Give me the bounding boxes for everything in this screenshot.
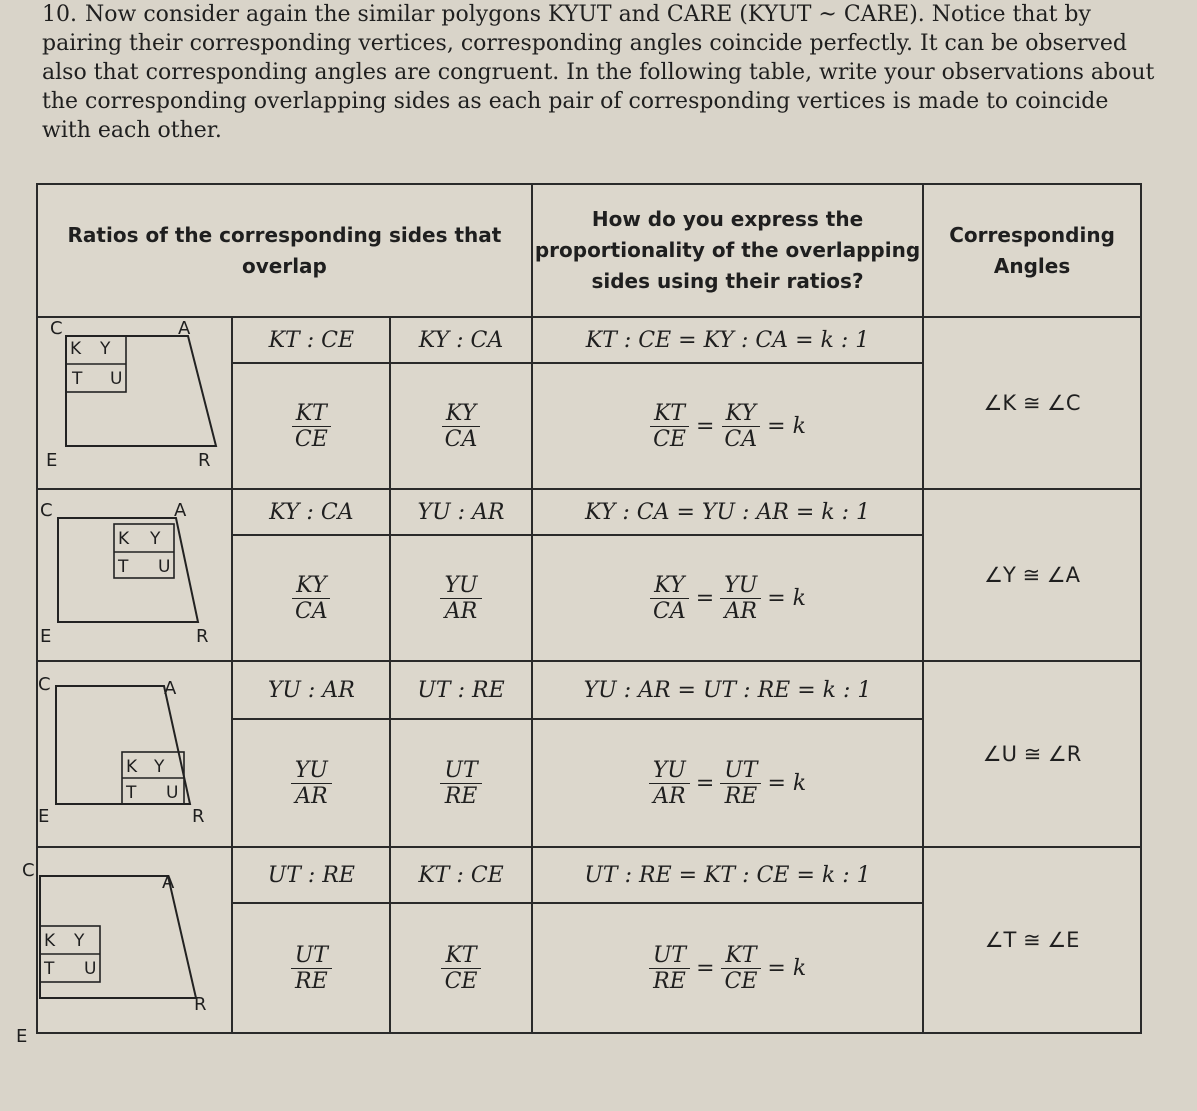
ratio-colon-1: UT : RE: [232, 847, 390, 903]
ratio-fraction-1: $\frac{UT}{RE}$: [232, 903, 390, 1033]
label-a: A: [178, 318, 191, 339]
label-t: T: [44, 959, 55, 979]
label-t: T: [118, 557, 129, 577]
ratio-fraction-2: $\frac{YU}{AR}$: [390, 535, 532, 661]
ratio-colon-2: UT : RE: [390, 661, 532, 719]
label-u: U: [166, 783, 179, 803]
ratio-colon-2: KY : CA: [390, 317, 532, 363]
trapezoid-figure-2: [38, 490, 234, 662]
figure-cell: [37, 489, 232, 661]
label-r: R: [194, 994, 207, 1015]
figure-cell: [22, 847, 232, 1033]
ratio-fraction-2: $\frac{KT}{CE}$: [390, 903, 532, 1033]
corresponding-angle: ∠K ≅ ∠C: [923, 317, 1141, 489]
label-c: C: [38, 674, 51, 695]
label-a: A: [174, 500, 187, 521]
label-c: C: [22, 860, 35, 881]
ratio-fraction-2: $\frac{UT}{RE}$: [390, 719, 532, 847]
label-u: U: [84, 959, 97, 979]
label-a: A: [162, 872, 175, 893]
label-u: U: [158, 557, 171, 577]
table-row: [37, 489, 1141, 535]
label-k: K: [44, 931, 56, 951]
label-e: E: [38, 806, 50, 827]
label-t: T: [126, 783, 137, 803]
ratio-fraction-1: $\frac{YU}{AR}$: [232, 719, 390, 847]
colon-proportion: KT : CE = KY : CA = k : 1: [532, 317, 923, 363]
label-t: T: [72, 369, 83, 389]
label-e: E: [40, 626, 52, 647]
header-express: How do you express the proportionality of the overlapping sides using their ratios?: [532, 184, 923, 317]
fraction-proportion: $\frac{KT}{CE}$ = $\frac{KY}{CA}$ = k: [532, 363, 923, 489]
label-y: Y: [154, 757, 165, 777]
label-k: K: [70, 339, 82, 359]
ratio-colon-1: KY : CA: [232, 489, 390, 535]
ratio-fraction-1: $\frac{KT}{CE}$: [232, 363, 390, 489]
ratio-colon-2: KT : CE: [390, 847, 532, 903]
corresponding-angle: ∠Y ≅ ∠A: [923, 489, 1141, 661]
label-c: C: [50, 318, 63, 339]
label-r: R: [198, 450, 211, 471]
label-y: Y: [150, 529, 161, 549]
fraction-proportion: $\frac{KY}{CA}$ = $\frac{YU}{AR}$ = k: [532, 535, 923, 661]
trapezoid-figure-1: [38, 318, 234, 490]
label-y: Y: [74, 931, 85, 951]
problem-statement: Now consider again the similar polygons KYUT and CARE (KYUT ~ CARE). Notice that by pairing their corresponding vertices, corresponding angles coincide perfectly. It can be observed also that corresponding angles are congruent. In the following table, write your observations about the corresponding overlapping sides as each pair of corresponding vertices is made to coincide with each other.: [42, 2, 1155, 143]
header-angles: Corresponding Angles: [923, 184, 1141, 317]
figure-cell: [37, 317, 232, 489]
header-ratios: Ratios of the corresponding sides that overlap: [37, 184, 532, 317]
ratio-fraction-1: $\frac{KY}{CA}$: [232, 535, 390, 661]
observations-table: [22, 183, 1142, 1034]
label-k: K: [118, 529, 130, 549]
label-e-figure-4: E: [16, 1026, 28, 1047]
colon-proportion: UT : RE = KT : CE = k : 1: [532, 847, 923, 903]
label-r: R: [192, 806, 205, 827]
table-row: [37, 661, 1141, 719]
table-row: [37, 317, 1141, 363]
problem-text: [42, 0, 1162, 145]
label-a: A: [164, 678, 177, 699]
label-e: E: [46, 450, 58, 471]
trapezoid-figure-3: [38, 662, 234, 846]
problem-number: 10.: [42, 2, 77, 27]
label-r: R: [196, 626, 209, 647]
ratio-colon-1: KT : CE: [232, 317, 390, 363]
header-row: [37, 184, 1141, 317]
label-y: Y: [100, 339, 111, 359]
colon-proportion: KY : CA = YU : AR = k : 1: [532, 489, 923, 535]
ratio-colon-2: YU : AR: [390, 489, 532, 535]
colon-proportion: YU : AR = UT : RE = k : 1: [532, 661, 923, 719]
label-k: K: [126, 757, 138, 777]
corresponding-angle: ∠T ≅ ∠E: [923, 847, 1141, 1033]
fraction-proportion: $\frac{UT}{RE}$ = $\frac{KT}{CE}$ = k: [532, 903, 923, 1033]
label-u: U: [110, 369, 123, 389]
corresponding-angle: ∠U ≅ ∠R: [923, 661, 1141, 847]
table-row: [37, 847, 1141, 903]
trapezoid-figure-4: [22, 848, 234, 1032]
label-c: C: [40, 500, 53, 521]
figure-cell: [37, 661, 232, 847]
fraction-proportion: $\frac{YU}{AR}$ = $\frac{UT}{RE}$ = k: [532, 719, 923, 847]
ratio-fraction-2: $\frac{KY}{CA}$: [390, 363, 532, 489]
ratio-colon-1: YU : AR: [232, 661, 390, 719]
